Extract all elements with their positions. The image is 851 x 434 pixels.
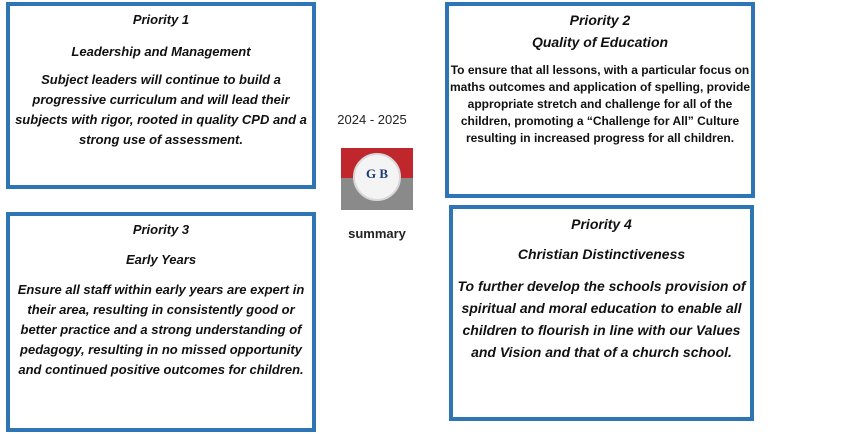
priority-3-area: Early Years [125, 252, 197, 267]
logo-letters: G B [365, 166, 389, 181]
priority-4-text: To further develop the schools provision of spiritual and moral education to enable all children to flourish in line with our Values and Vision and that of a church school. [457, 278, 746, 360]
priority-2-area: Quality of Education [531, 34, 669, 50]
priority-4-card [449, 205, 754, 421]
year-label: 2024 - 2025 [337, 112, 407, 127]
priority-1-card [6, 2, 316, 189]
priority-4-title: Priority 4 [571, 216, 632, 232]
priority-2-text: To ensure that all lessons, with a particular focus on maths outcomes and application of spelling, provide appropriate stretch and challenge for all of the children, promoting a “Challenge for All” Culture resulting in increased progress for all children. [449, 63, 751, 145]
summary-label: summary [348, 226, 406, 241]
priority-1-title: Priority 1 [132, 12, 190, 27]
priority-1-area: Leadership and Management [71, 44, 251, 59]
priority-1-text: Subject leaders will continue to build a progressive curriculum and will lead their subjects with rigor, rooted in quality CPD and a strong use of assessment. [15, 72, 307, 147]
priority-2-title: Priority 2 [569, 12, 631, 28]
priority-3-title: Priority 3 [132, 222, 190, 237]
priority-2-card [445, 2, 755, 198]
school-logo [341, 148, 413, 210]
priority-3-card [6, 212, 316, 432]
priority-4-area: Christian Distinctiveness [517, 246, 686, 262]
priority-3-text: Ensure all staff within early years are expert in their area, resulting in consistently good or better practice and a strong understanding of pedagogy, resulting in no missed opportunity and continued positive outcomes for children. [17, 282, 305, 377]
